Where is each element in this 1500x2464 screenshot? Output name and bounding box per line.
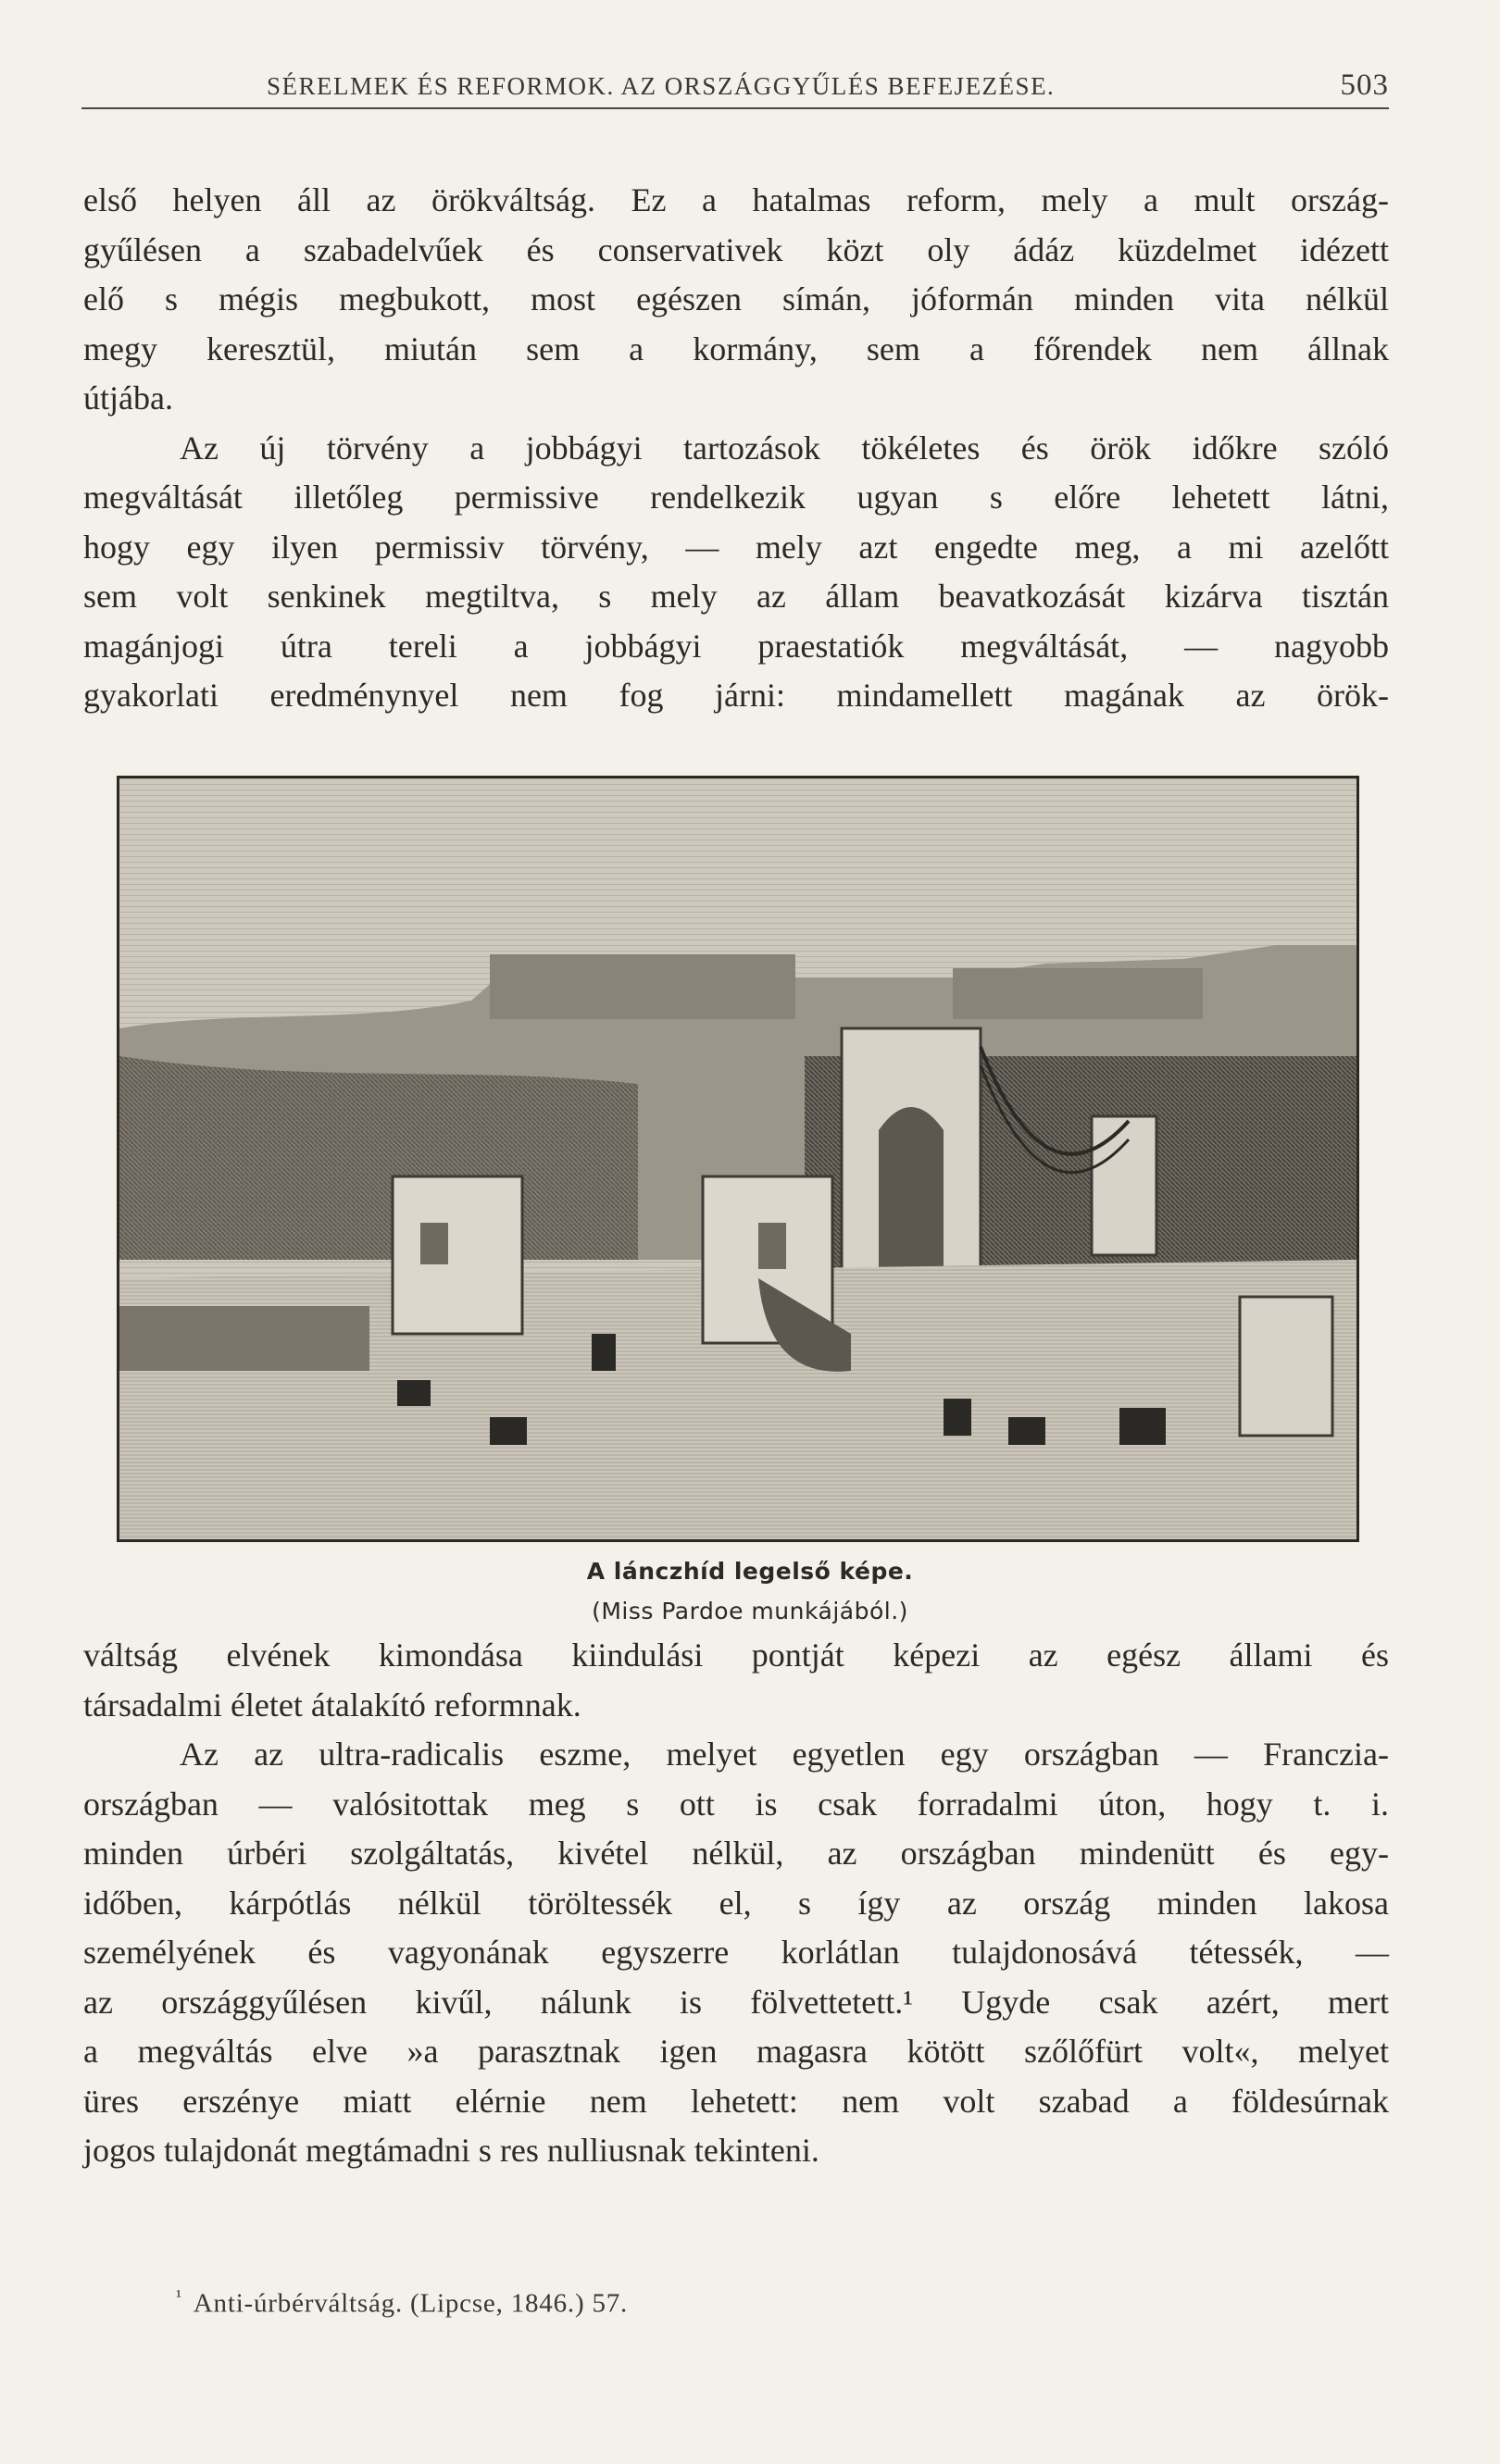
text-line: Az új törvény a jobbágyi tartozások tökéletes és örök időkre szóló [180,429,1389,467]
text-line: időben, kárpótlás nélkül töröltessék el, s így az ország minden lakosa [83,1884,1389,1922]
body-text-top [83,176,1389,721]
text-line: minden úrbéri szolgáltatás, kivétel nélkül, az országban mindenütt és egy- [83,1835,1389,1872]
paragraph [83,424,1389,721]
text-line: személyének és vagyonának egyszerre korlátlan tulajdonosává tétessék, — [83,1934,1389,1971]
bridge-pier-far [1092,1116,1156,1255]
text-line: magánjogi útra tereli a jobbágyi praestatiók megváltását, — nagyobb [83,627,1389,665]
text-line: hogy egy ilyen permissiv törvény, — mely azt engedte meg, a mi azelőtt [83,528,1389,566]
castle-wing [953,968,1203,1019]
text-line: jogos tulajdonát megtámadni s res nulliusnak tekinteni. [83,2132,819,2169]
text-line: a megváltás elve »a parasztnak igen magasra kötött szőlőfürt volt«, melyet [83,2033,1389,2070]
text-line: útjába. [83,380,173,417]
text-line: Az az ultra-radicalis eszme, melyet egyetlen egy országban — Franczia- [180,1736,1389,1773]
text-line: sem volt senkinek megtiltva, s mely az állam beavatkozását kizárva tisztán [83,578,1389,615]
text-line: az országgyűlésen kivűl, nálunk is fölvettetett.¹ Ugyde csak azért, mert [83,1983,1389,2021]
text-line: üres erszénye miatt elérnie nem lehetett: nem volt szabad a földesúrnak [83,2082,1389,2120]
running-header [81,63,1389,109]
text-line: megváltását illetőleg permissive rendelkezik ugyan s előre lehetett látni, [83,479,1389,516]
text-line: megy keresztül, miután sem a kormány, sem a főrendek nem állnak [83,330,1389,367]
text-line: gyűlésen a szabadelvűek és conservativek közt oly ádáz küzdelmet idézett [83,230,1389,268]
figure-caption: A lánczhíd legelső képe. [586,1558,914,1585]
paragraph [83,176,1389,424]
text-line: váltság elvének kimondása kiindulási pontját képezi az egész állami és [83,1636,1389,1674]
engraving-illustration [119,778,1356,1539]
text-line: elő s mégis megbukott, most egészen símán, jóformán minden vita nélkül [83,280,1389,317]
pedestal-right [1240,1297,1332,1436]
tollhouse-right-window [758,1223,786,1269]
crowd-left [119,1306,369,1371]
footnote [176,2286,628,2320]
text-line: társadalmi életet átalakító reformnak. [83,1686,581,1724]
tollhouse-left-window [420,1223,448,1264]
page-number: 503 [1340,68,1389,102]
hillside-trees [119,1056,638,1260]
paragraph [83,1730,1389,2176]
footnote-text: Anti-úrbérváltság. (Lipcse, 1846.) 57. [193,2288,629,2319]
text-line: első helyen áll az örökváltság. Ez a hatalmas reform, mely a mult ország- [83,181,1389,218]
figure-source: (Miss Pardoe munkájából.) [592,1598,908,1624]
paragraph [83,1631,1389,1730]
text-line: gyakorlati eredménynyel nem fog járni: mindamellett magának az örök- [83,677,1389,714]
text-line: országban — valósitottak meg s ott is csak forradalmi úton, hogy t. i. [83,1785,1389,1823]
tollhouse-left [393,1176,522,1334]
body-text-bottom [83,1631,1389,2176]
running-title: SÉRELMEK ÉS REFORMOK. AZ ORSZÁGGYŰLÉS BEFEJEZÉSE. [267,72,1056,100]
chain-bridge-engraving [117,776,1359,1542]
footnote-mark: ¹ [176,2286,182,2307]
castle-fortress [490,954,795,1019]
